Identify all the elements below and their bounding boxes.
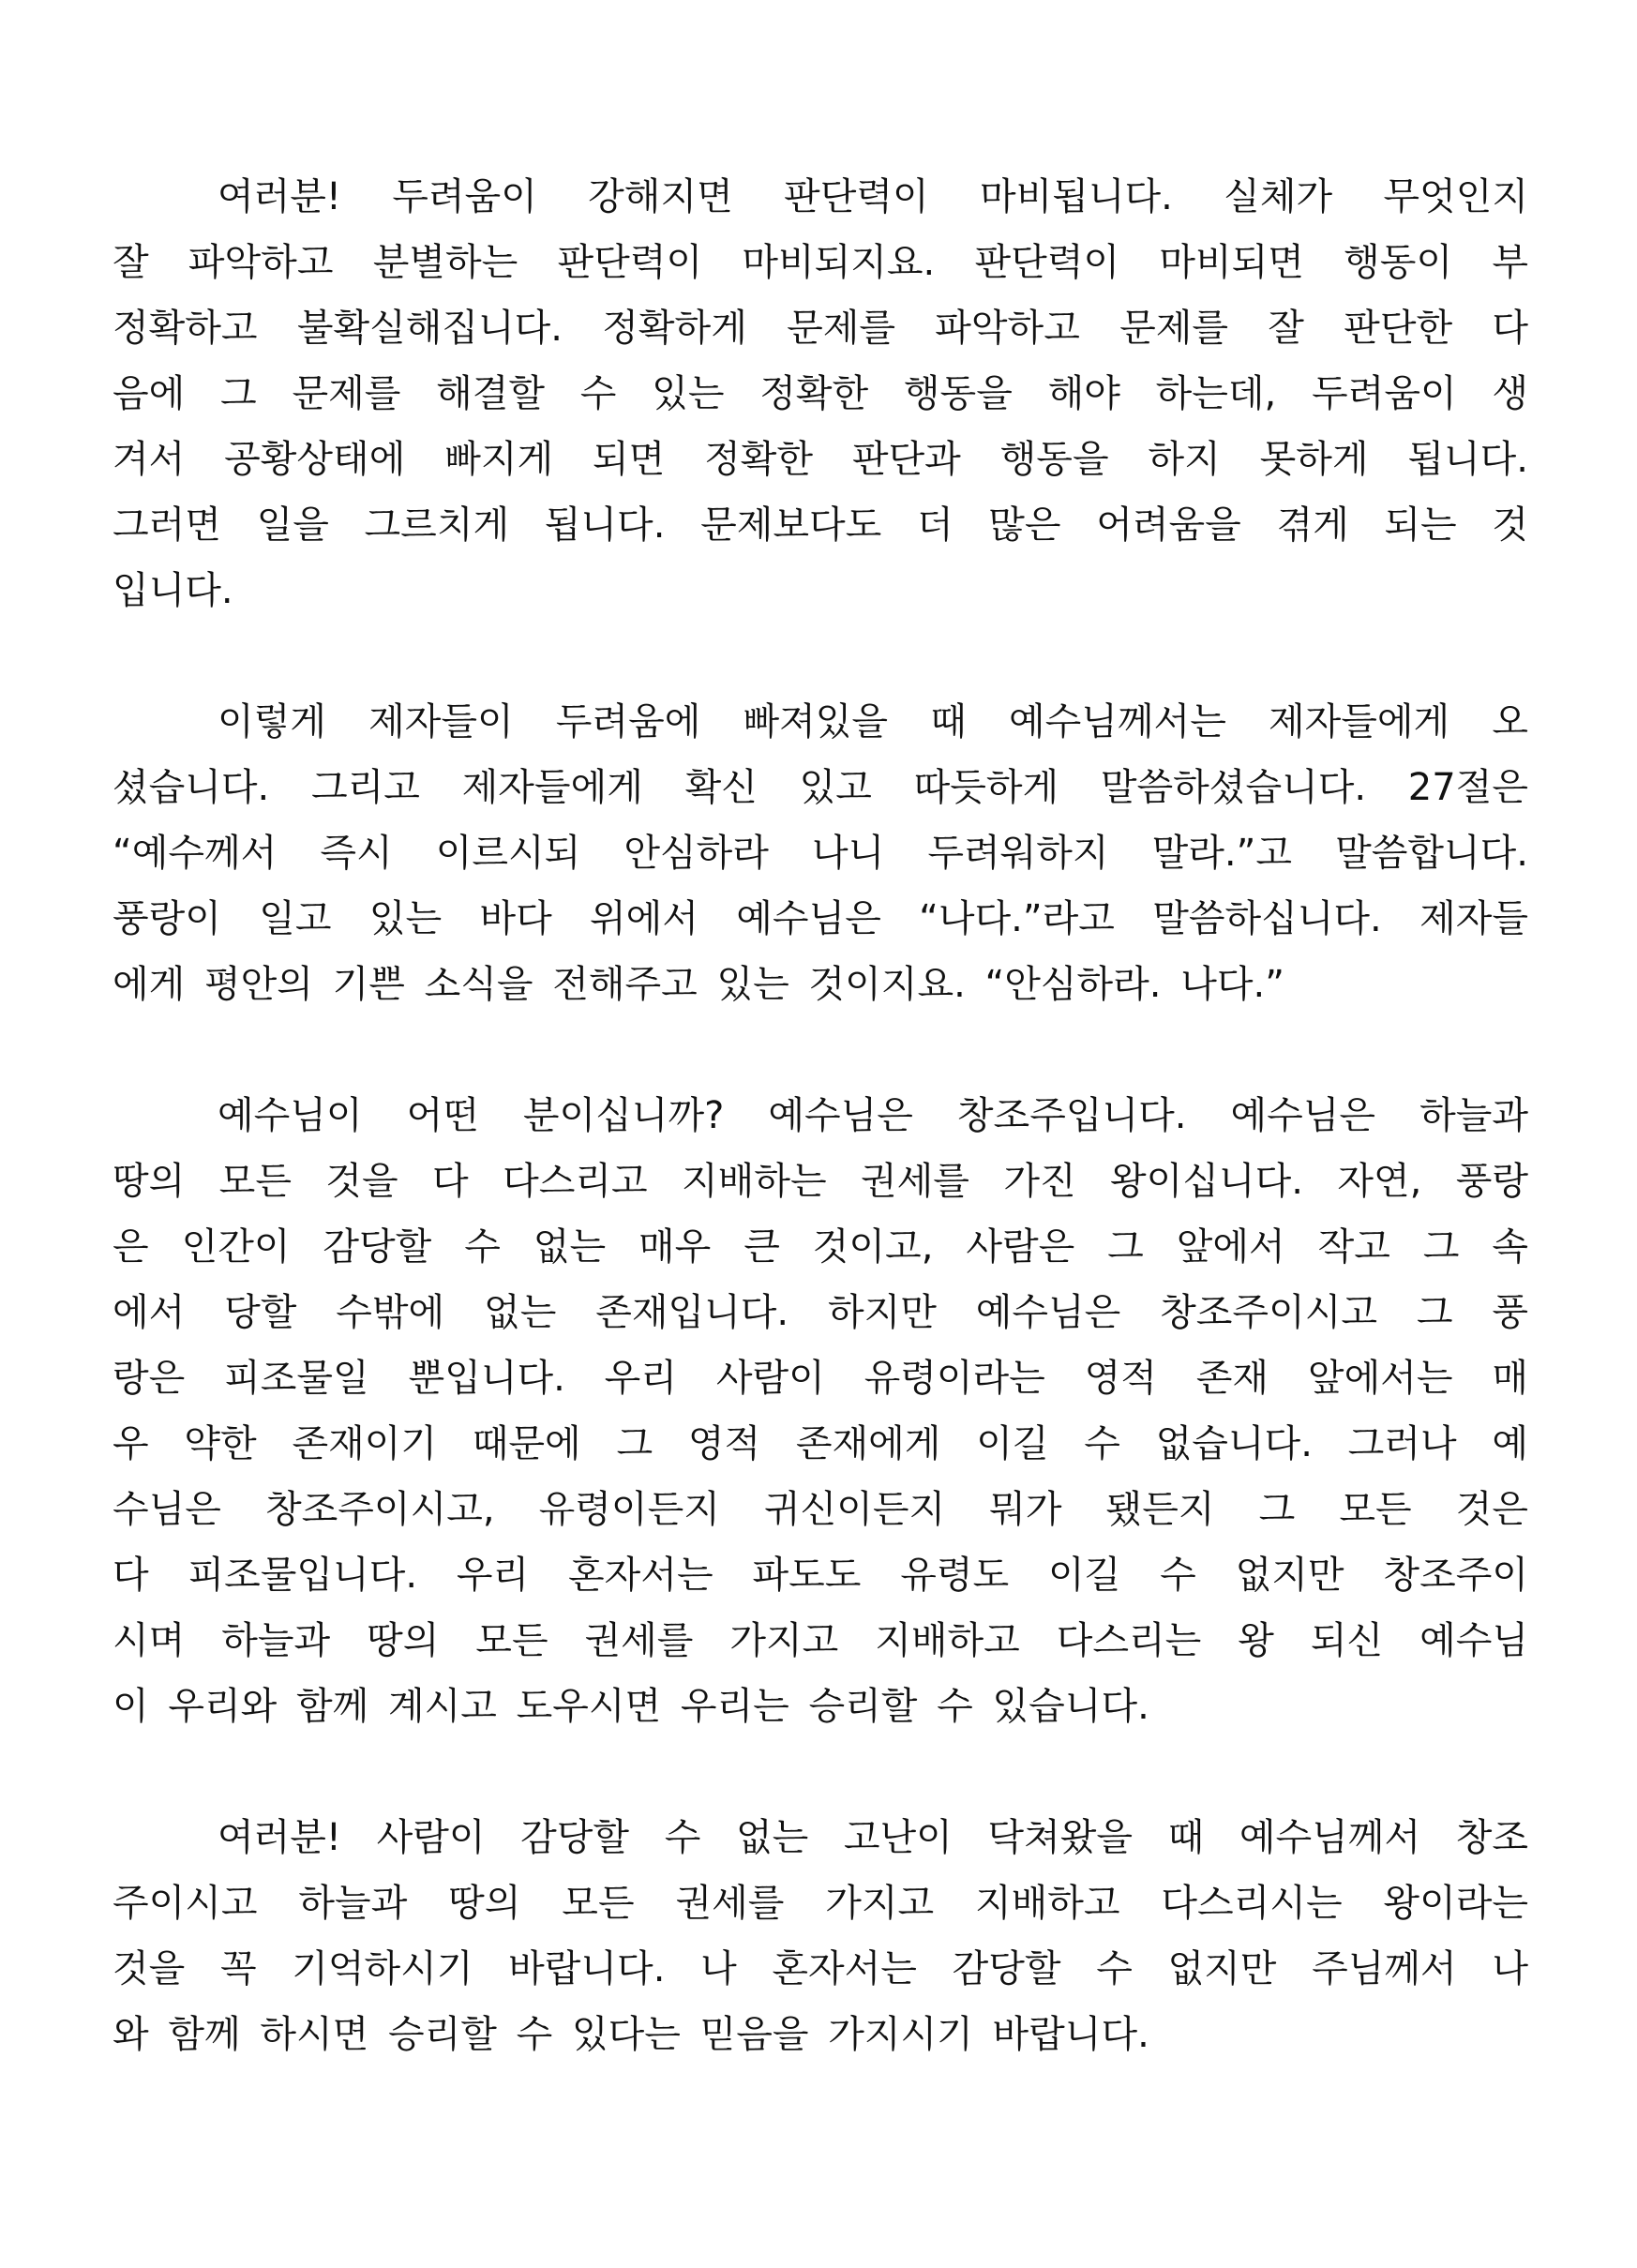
text-line: 예수님이 어떤 분이십니까? 예수님은 창조주입니다. 예수님은 하늘과 bbox=[218, 1094, 1528, 1137]
text-line: 셨습니다. 그리고 제자들에게 확신 있고 따듯하게 말씀하셨습니다. 27절은 bbox=[113, 766, 1528, 809]
text-line: 여러분! 두려움이 강해지면 판단력이 마비됩니다. 실체가 무엇인지 bbox=[218, 175, 1528, 218]
text-line: 여러분! 사람이 감당할 수 없는 고난이 닥쳐왔을 때 예수님께서 창조 bbox=[218, 1816, 1528, 1859]
text-line: 시며 하늘과 땅의 모든 권세를 가지고 지배하고 다스리는 왕 되신 예수님 bbox=[113, 1619, 1528, 1662]
paragraph-2 bbox=[113, 689, 1528, 1017]
paragraph-gap bbox=[113, 1739, 1528, 1805]
text-line: 이 우리와 함께 계시고 도우시면 우리는 승리할 수 있습니다. bbox=[113, 1685, 1149, 1728]
text-line: 랑은 피조물일 뿐입니다. 우리 사람이 유령이라는 영적 존재 앞에서는 매 bbox=[113, 1357, 1528, 1400]
text-line: 우 약한 존재이기 때문에 그 영적 존재에게 이길 수 없습니다. 그러나 예 bbox=[113, 1422, 1528, 1465]
text-line: 음에 그 문제를 해결할 수 있는 정확한 행동을 해야 하는데, 두려움이 생 bbox=[113, 372, 1528, 415]
document-page bbox=[113, 164, 1528, 2067]
paragraph-4 bbox=[113, 1805, 1528, 2067]
paragraph-3 bbox=[113, 1083, 1528, 1739]
text-line: 에게 평안의 기쁜 소식을 전해주고 있는 것이지요. “안심하라. 나다.” bbox=[113, 963, 1284, 1006]
text-line: 주이시고 하늘과 땅의 모든 권세를 가지고 지배하고 다스리시는 왕이라는 bbox=[113, 1882, 1528, 1925]
paragraph-1 bbox=[113, 164, 1528, 623]
text-line: 그러면 일을 그르치게 됩니다. 문제보다도 더 많은 어려움을 겪게 되는 것 bbox=[113, 503, 1528, 547]
text-line: 와 함께 하시면 승리할 수 있다는 믿음을 가지시기 바랍니다. bbox=[113, 2013, 1149, 2056]
text-line: 입니다. bbox=[113, 569, 233, 612]
text-line: 것을 꼭 기억하시기 바랍니다. 나 혼자서는 감당할 수 없지만 주님께서 나 bbox=[113, 1947, 1528, 1990]
text-line: 겨서 공황상태에 빠지게 되면 정확한 판단과 행동을 하지 못하게 됩니다. bbox=[113, 438, 1528, 481]
text-line: 수님은 창조주이시고, 유령이든지 귀신이든지 뭐가 됐든지 그 모든 것은 bbox=[113, 1488, 1528, 1531]
text-line: 다 피조물입니다. 우리 혼자서는 파도도 유령도 이길 수 없지만 창조주이 bbox=[113, 1554, 1528, 1597]
text-line: 이렇게 제자들이 두려움에 빠져있을 때 예수님께서는 제자들에게 오 bbox=[218, 700, 1528, 743]
text-line: 정확하고 불확실해집니다. 정확하게 문제를 파악하고 문제를 잘 판단한 다 bbox=[113, 307, 1528, 350]
text-line: “예수께서 즉시 이르시되 안심하라 나니 두려워하지 말라.”고 말씀합니다. bbox=[113, 832, 1528, 875]
text-line: 에서 당할 수밖에 없는 존재입니다. 하지만 예수님은 창조주이시고 그 풍 bbox=[113, 1291, 1528, 1334]
text-line: 풍랑이 일고 있는 바다 위에서 예수님은 “나다.”라고 말씀하십니다. 제자들 bbox=[113, 897, 1528, 940]
paragraph-gap bbox=[113, 1017, 1528, 1083]
text-line: 잘 파악하고 분별하는 판단력이 마비되지요. 판단력이 마비되면 행동이 부 bbox=[113, 241, 1528, 284]
paragraph-gap bbox=[113, 623, 1528, 689]
text-line: 은 인간이 감당할 수 없는 매우 큰 것이고, 사람은 그 앞에서 작고 그 속 bbox=[113, 1225, 1528, 1269]
text-line: 땅의 모든 것을 다 다스리고 지배하는 권세를 가진 왕이십니다. 자연, 풍랑 bbox=[113, 1160, 1528, 1203]
